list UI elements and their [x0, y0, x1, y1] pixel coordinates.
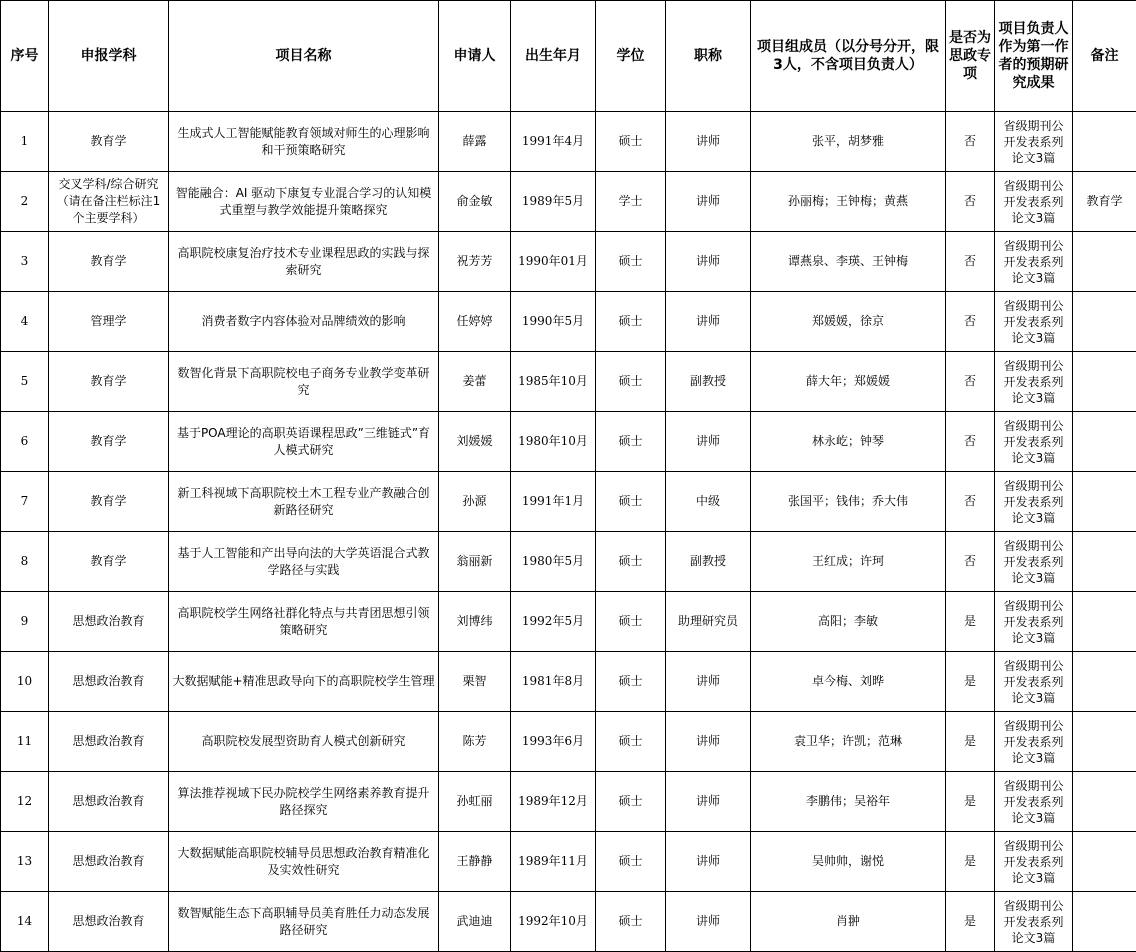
table-body — [1, 112, 1136, 952]
table-row — [1, 592, 1136, 652]
cell-members: 林永屹；钟琴 — [751, 412, 946, 472]
cell-result: 省级期刊公开发表系列论文3篇 — [995, 832, 1073, 892]
cell-discipline: 思想政治教育 — [49, 652, 169, 712]
cell-index: 10 — [1, 652, 49, 712]
header-row — [1, 1, 1136, 112]
cell-ideological: 否 — [946, 352, 995, 412]
cell-degree: 硕士 — [596, 532, 666, 592]
cell-index: 6 — [1, 412, 49, 472]
cell-birth: 1991年4月 — [511, 112, 596, 172]
cell-project-name: 大数据赋能+精准思政导向下的高职院校学生管理 — [169, 652, 439, 712]
cell-project-name: 基于POA理论的高职英语课程思政”三维链式”育人模式研究 — [169, 412, 439, 472]
cell-title: 讲师 — [666, 112, 751, 172]
cell-discipline: 思想政治教育 — [49, 832, 169, 892]
cell-discipline: 教育学 — [49, 112, 169, 172]
cell-note — [1073, 832, 1136, 892]
cell-ideological: 否 — [946, 412, 995, 472]
cell-project-name: 高职院校发展型资助育人模式创新研究 — [169, 712, 439, 772]
cell-degree: 硕士 — [596, 712, 666, 772]
cell-applicant: 刘博纬 — [439, 592, 511, 652]
cell-result: 省级期刊公开发表系列论文3篇 — [995, 652, 1073, 712]
cell-index: 12 — [1, 772, 49, 832]
cell-members: 谭燕泉、李瑛、王钟梅 — [751, 232, 946, 292]
header-project-name: 项目名称 — [169, 1, 439, 112]
cell-note — [1073, 352, 1136, 412]
cell-discipline: 管理学 — [49, 292, 169, 352]
cell-title: 讲师 — [666, 712, 751, 772]
cell-birth: 1991年1月 — [511, 472, 596, 532]
cell-degree: 硕士 — [596, 232, 666, 292]
cell-discipline: 教育学 — [49, 412, 169, 472]
cell-note — [1073, 532, 1136, 592]
cell-degree: 硕士 — [596, 352, 666, 412]
cell-project-name: 基于人工智能和产出导向法的大学英语混合式教学路径与实践 — [169, 532, 439, 592]
cell-ideological: 是 — [946, 892, 995, 952]
cell-birth: 1981年8月 — [511, 652, 596, 712]
cell-note — [1073, 772, 1136, 832]
cell-ideological: 是 — [946, 832, 995, 892]
cell-ideological: 否 — [946, 472, 995, 532]
cell-members: 薛大年；郑媛媛 — [751, 352, 946, 412]
cell-note — [1073, 412, 1136, 472]
cell-result: 省级期刊公开发表系列论文3篇 — [995, 472, 1073, 532]
cell-index: 8 — [1, 532, 49, 592]
cell-members: 袁卫华；许凯；范琳 — [751, 712, 946, 772]
cell-note — [1073, 292, 1136, 352]
cell-index: 5 — [1, 352, 49, 412]
cell-project-name: 算法推荐视域下民办院校学生网络素养教育提升路径探究 — [169, 772, 439, 832]
cell-note — [1073, 652, 1136, 712]
cell-applicant: 陈芳 — [439, 712, 511, 772]
cell-degree: 硕士 — [596, 652, 666, 712]
cell-index: 1 — [1, 112, 49, 172]
cell-birth: 1989年5月 — [511, 172, 596, 232]
header-ideological: 是否为思政专项 — [946, 1, 995, 112]
cell-title: 讲师 — [666, 892, 751, 952]
cell-note — [1073, 472, 1136, 532]
cell-discipline: 教育学 — [49, 352, 169, 412]
cell-applicant: 祝芳芳 — [439, 232, 511, 292]
cell-ideological: 否 — [946, 172, 995, 232]
header-index: 序号 — [1, 1, 49, 112]
cell-members: 高阳；李敏 — [751, 592, 946, 652]
cell-title: 中级 — [666, 472, 751, 532]
cell-birth: 1989年12月 — [511, 772, 596, 832]
cell-title: 讲师 — [666, 652, 751, 712]
cell-degree: 硕士 — [596, 412, 666, 472]
header-degree: 学位 — [596, 1, 666, 112]
cell-ideological: 否 — [946, 532, 995, 592]
cell-ideological: 是 — [946, 652, 995, 712]
cell-index: 7 — [1, 472, 49, 532]
table-row — [1, 172, 1136, 232]
cell-result: 省级期刊公开发表系列论文3篇 — [995, 412, 1073, 472]
header-title: 职称 — [666, 1, 751, 112]
cell-birth: 1980年10月 — [511, 412, 596, 472]
cell-project-name: 大数据赋能高职院校辅导员思想政治教育精准化及实效性研究 — [169, 832, 439, 892]
cell-discipline: 思想政治教育 — [49, 592, 169, 652]
cell-applicant: 孙源 — [439, 472, 511, 532]
cell-degree: 硕士 — [596, 292, 666, 352]
cell-birth: 1989年11月 — [511, 832, 596, 892]
table-row — [1, 652, 1136, 712]
header-applicant: 申请人 — [439, 1, 511, 112]
header-birth: 出生年月 — [511, 1, 596, 112]
cell-birth: 1992年10月 — [511, 892, 596, 952]
cell-index: 13 — [1, 832, 49, 892]
cell-applicant: 翁丽新 — [439, 532, 511, 592]
cell-title: 副教授 — [666, 532, 751, 592]
cell-project-name: 新工科视域下高职院校土木工程专业产教融合创新路径研究 — [169, 472, 439, 532]
cell-applicant: 孙虹丽 — [439, 772, 511, 832]
table-row — [1, 232, 1136, 292]
header-discipline: 申报学科 — [49, 1, 169, 112]
cell-index: 2 — [1, 172, 49, 232]
cell-title: 讲师 — [666, 832, 751, 892]
cell-note — [1073, 892, 1136, 952]
cell-birth: 1985年10月 — [511, 352, 596, 412]
cell-birth: 1980年5月 — [511, 532, 596, 592]
cell-discipline: 思想政治教育 — [49, 892, 169, 952]
cell-applicant: 刘媛媛 — [439, 412, 511, 472]
cell-title: 讲师 — [666, 412, 751, 472]
cell-degree: 学士 — [596, 172, 666, 232]
cell-project-name: 数智化背景下高职院校电子商务专业教学变革研究 — [169, 352, 439, 412]
cell-title: 讲师 — [666, 232, 751, 292]
cell-ideological: 是 — [946, 772, 995, 832]
cell-birth: 1993年6月 — [511, 712, 596, 772]
cell-index: 11 — [1, 712, 49, 772]
cell-members: 张平，胡梦雅 — [751, 112, 946, 172]
cell-title: 讲师 — [666, 172, 751, 232]
cell-applicant: 任婷婷 — [439, 292, 511, 352]
table-row — [1, 712, 1136, 772]
cell-degree: 硕士 — [596, 592, 666, 652]
table-row — [1, 412, 1136, 472]
cell-ideological: 是 — [946, 592, 995, 652]
cell-result: 省级期刊公开发表系列论文3篇 — [995, 772, 1073, 832]
cell-members: 郑媛媛，徐京 — [751, 292, 946, 352]
cell-result: 省级期刊公开发表系列论文3篇 — [995, 112, 1073, 172]
cell-note — [1073, 112, 1136, 172]
cell-degree: 硕士 — [596, 832, 666, 892]
cell-result: 省级期刊公开发表系列论文3篇 — [995, 352, 1073, 412]
cell-applicant: 王静静 — [439, 832, 511, 892]
cell-result: 省级期刊公开发表系列论文3篇 — [995, 592, 1073, 652]
cell-title: 助理研究员 — [666, 592, 751, 652]
table-row — [1, 472, 1136, 532]
cell-ideological: 是 — [946, 712, 995, 772]
cell-index: 3 — [1, 232, 49, 292]
cell-index: 9 — [1, 592, 49, 652]
cell-applicant: 栗智 — [439, 652, 511, 712]
cell-project-name: 高职院校学生网络社群化特点与共青团思想引领策略研究 — [169, 592, 439, 652]
cell-result: 省级期刊公开发表系列论文3篇 — [995, 232, 1073, 292]
cell-applicant: 武迪迪 — [439, 892, 511, 952]
cell-project-name: 智能融合：AI 驱动下康复专业混合学习的认知模式重塑与教学效能提升策略探究 — [169, 172, 439, 232]
cell-ideological: 否 — [946, 232, 995, 292]
cell-note — [1073, 712, 1136, 772]
cell-discipline: 教育学 — [49, 232, 169, 292]
cell-project-name: 消费者数字内容体验对品牌绩效的影响 — [169, 292, 439, 352]
cell-applicant: 姜蕾 — [439, 352, 511, 412]
cell-applicant: 薛露 — [439, 112, 511, 172]
cell-members: 卓今梅、刘晔 — [751, 652, 946, 712]
cell-discipline: 教育学 — [49, 532, 169, 592]
cell-note — [1073, 592, 1136, 652]
cell-applicant: 俞金敏 — [439, 172, 511, 232]
cell-result: 省级期刊公开发表系列论文3篇 — [995, 292, 1073, 352]
cell-result: 省级期刊公开发表系列论文3篇 — [995, 172, 1073, 232]
cell-project-name: 生成式人工智能赋能教育领域对师生的心理影响和干预策略研究 — [169, 112, 439, 172]
cell-degree: 硕士 — [596, 472, 666, 532]
cell-members: 张国平；钱伟；乔大伟 — [751, 472, 946, 532]
cell-title: 讲师 — [666, 772, 751, 832]
cell-result: 省级期刊公开发表系列论文3篇 — [995, 712, 1073, 772]
cell-project-name: 数智赋能生态下高职辅导员美育胜任力动态发展路径研究 — [169, 892, 439, 952]
cell-members: 李鹏伟；吴裕年 — [751, 772, 946, 832]
cell-degree: 硕士 — [596, 112, 666, 172]
cell-result: 省级期刊公开发表系列论文3篇 — [995, 892, 1073, 952]
table-row — [1, 892, 1136, 952]
cell-birth: 1992年5月 — [511, 592, 596, 652]
cell-members: 吴帅帅，谢悦 — [751, 832, 946, 892]
cell-result: 省级期刊公开发表系列论文3篇 — [995, 532, 1073, 592]
cell-note — [1073, 232, 1136, 292]
cell-title: 副教授 — [666, 352, 751, 412]
cell-birth: 1990年5月 — [511, 292, 596, 352]
header-result: 项目负责人作为第一作者的预期研究成果 — [995, 1, 1073, 112]
cell-ideological: 否 — [946, 112, 995, 172]
cell-ideological: 否 — [946, 292, 995, 352]
cell-members: 王红成；许珂 — [751, 532, 946, 592]
cell-title: 讲师 — [666, 292, 751, 352]
cell-discipline: 思想政治教育 — [49, 772, 169, 832]
cell-degree: 硕士 — [596, 772, 666, 832]
cell-discipline: 交叉学科/综合研究（请在备注栏标注1个主要学科） — [49, 172, 169, 232]
cell-discipline: 教育学 — [49, 472, 169, 532]
table-row — [1, 352, 1136, 412]
cell-degree: 硕士 — [596, 892, 666, 952]
header-members: 项目组成员（以分号分开，限3人，不含项目负责人） — [751, 1, 946, 112]
cell-index: 14 — [1, 892, 49, 952]
cell-note: 教育学 — [1073, 172, 1136, 232]
cell-project-name: 高职院校康复治疗技术专业课程思政的实践与探索研究 — [169, 232, 439, 292]
table-row — [1, 112, 1136, 172]
header-note: 备注 — [1073, 1, 1136, 112]
cell-birth: 1990年01月 — [511, 232, 596, 292]
cell-discipline: 思想政治教育 — [49, 712, 169, 772]
cell-members: 孙丽梅；王钟梅；黄燕 — [751, 172, 946, 232]
table-row — [1, 532, 1136, 592]
table-row — [1, 832, 1136, 892]
table-row — [1, 292, 1136, 352]
cell-index: 4 — [1, 292, 49, 352]
table-row — [1, 772, 1136, 832]
cell-members: 肖翀 — [751, 892, 946, 952]
